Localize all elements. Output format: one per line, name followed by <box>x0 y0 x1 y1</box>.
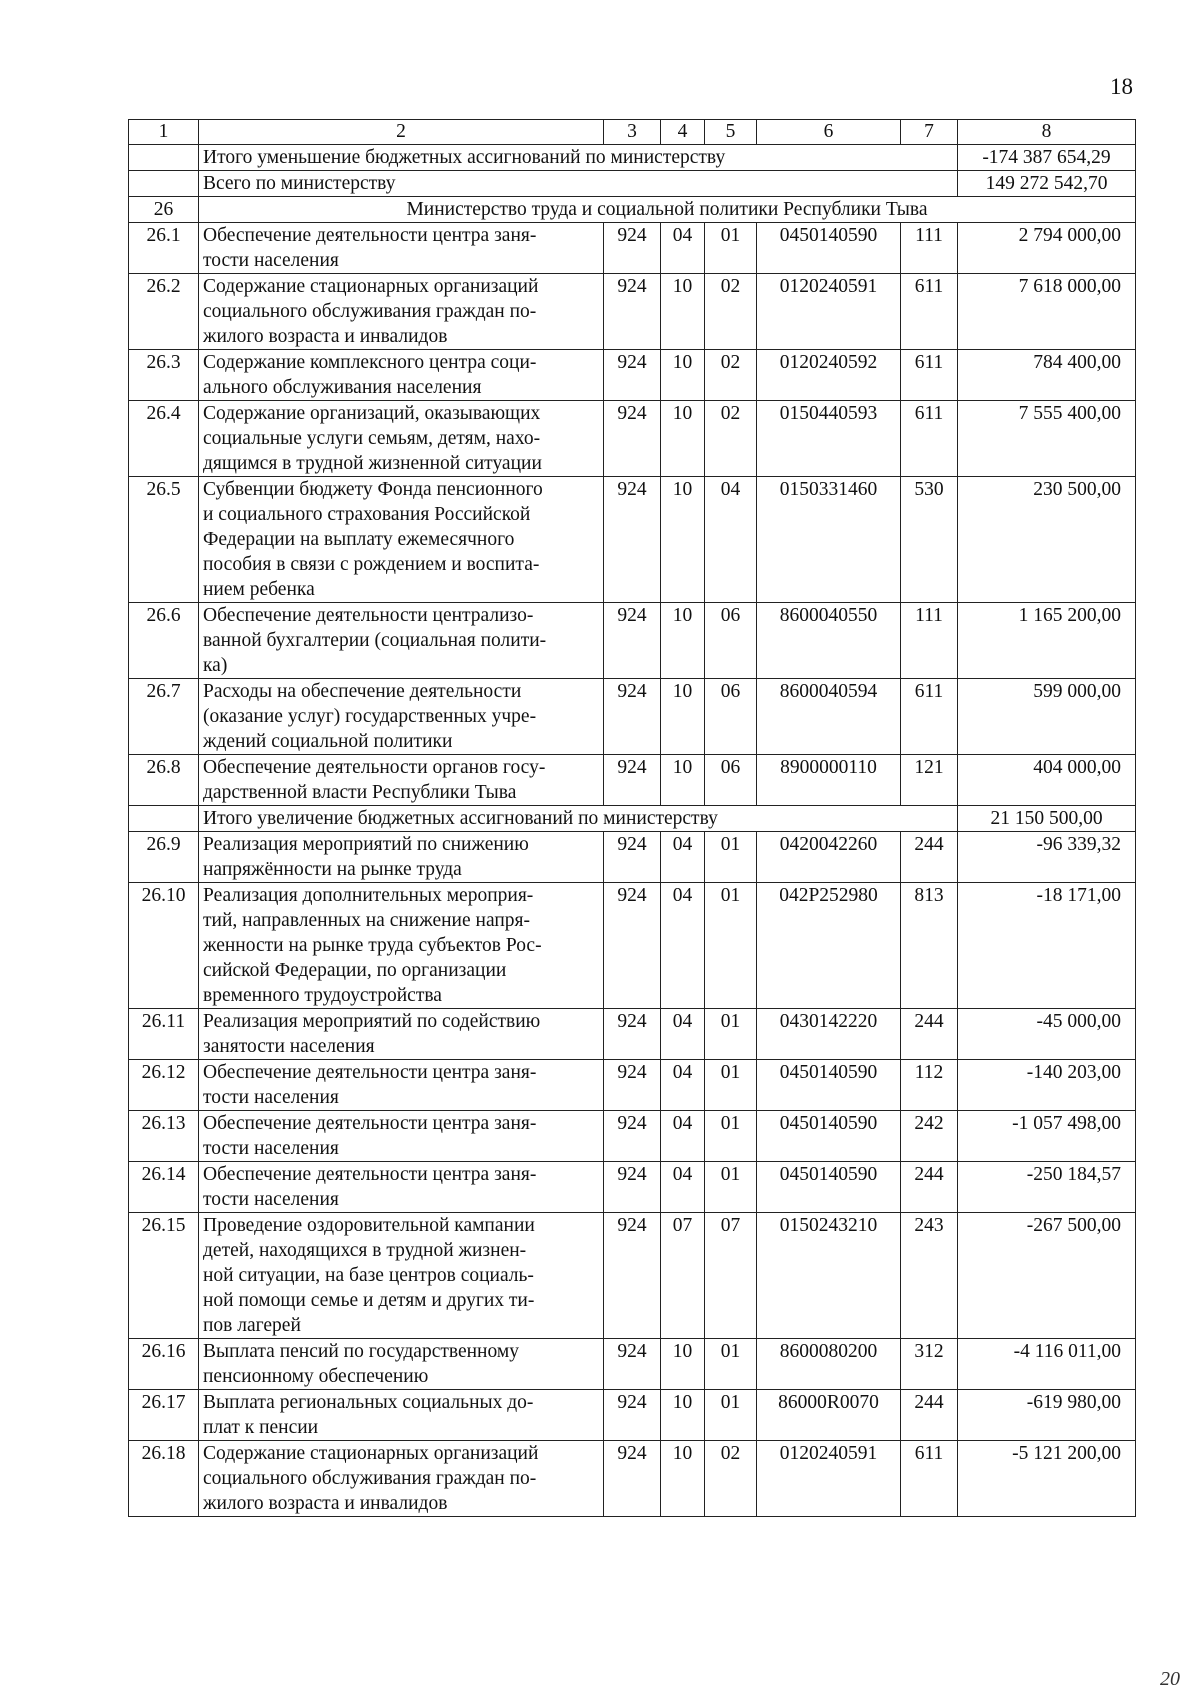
summary-decrease-prev-row <box>129 145 1136 171</box>
row-ministry-code: 924 <box>604 401 661 477</box>
row-expense-type: 611 <box>901 274 958 350</box>
row-section-code: 10 <box>661 350 705 401</box>
row-amount: -619 980,00 <box>958 1390 1136 1441</box>
table-row <box>129 223 1136 274</box>
table-row <box>129 832 1136 883</box>
row-subsection-code: 01 <box>705 1339 757 1390</box>
row-amount: 784 400,00 <box>958 350 1136 401</box>
row-expense-type: 111 <box>901 603 958 679</box>
row-subsection-code: 01 <box>705 223 757 274</box>
row-target-code: 0450140590 <box>757 1162 901 1213</box>
row-amount: 2 794 000,00 <box>958 223 1136 274</box>
row-expense-type: 244 <box>901 1390 958 1441</box>
row-subsection-code: 01 <box>705 1009 757 1060</box>
row-subsection-code: 02 <box>705 274 757 350</box>
row-number: 26.9 <box>129 832 199 883</box>
table-row <box>129 1060 1136 1111</box>
row-ministry-code: 924 <box>604 477 661 603</box>
row-description: Обеспечение деятельности центра заня- тости населения <box>199 1060 604 1111</box>
row-section-code: 04 <box>661 883 705 1009</box>
row-amount: -18 171,00 <box>958 883 1136 1009</box>
column-header: 6 <box>757 120 901 145</box>
summary-amount: 21 150 500,00 <box>958 806 1136 832</box>
row-subsection-code: 01 <box>705 1390 757 1441</box>
row-number: 26.7 <box>129 679 199 755</box>
row-expense-type: 244 <box>901 832 958 883</box>
row-subsection-code: 06 <box>705 755 757 806</box>
row-description: Расходы на обеспечение деятельности (оказание услуг) государственных учре- ждений социальной политики <box>199 679 604 755</box>
row-number: 26.14 <box>129 1162 199 1213</box>
table-row <box>129 1009 1136 1060</box>
row-expense-type: 611 <box>901 350 958 401</box>
row-expense-type: 312 <box>901 1339 958 1390</box>
row-description: Проведение оздоровительной кампании детей, находящихся в трудной жизнен- ной ситуации, на базе центров социаль- ной помощи семье и детям и других ти- пов лагерей <box>199 1213 604 1339</box>
row-target-code: 8600080200 <box>757 1339 901 1390</box>
row-section-code: 10 <box>661 603 705 679</box>
column-header: 4 <box>661 120 705 145</box>
table-row <box>129 350 1136 401</box>
row-description: Реализация мероприятий по снижению напряжённости на рынке труда <box>199 832 604 883</box>
row-subsection-code: 01 <box>705 1111 757 1162</box>
row-expense-type: 244 <box>901 1009 958 1060</box>
row-amount: -5 121 200,00 <box>958 1441 1136 1517</box>
row-description: Содержание организаций, оказывающих социальные услуги семьям, детям, нахо- дящимся в трудной жизненной ситуации <box>199 401 604 477</box>
summary-increase-row <box>129 806 1136 832</box>
row-expense-type: 611 <box>901 1441 958 1517</box>
row-amount: 7 555 400,00 <box>958 401 1136 477</box>
table-header-row <box>129 120 1136 145</box>
row-ministry-code: 924 <box>604 350 661 401</box>
column-header: 1 <box>129 120 199 145</box>
row-ministry-code: 924 <box>604 274 661 350</box>
row-target-code: 0150331460 <box>757 477 901 603</box>
row-ministry-code: 924 <box>604 679 661 755</box>
row-subsection-code: 02 <box>705 401 757 477</box>
row-section-code: 04 <box>661 1060 705 1111</box>
table-row <box>129 1390 1136 1441</box>
row-section-code: 10 <box>661 679 705 755</box>
row-amount: 599 000,00 <box>958 679 1136 755</box>
table-row <box>129 477 1136 603</box>
row-target-code: 0120240591 <box>757 1441 901 1517</box>
row-expense-type: 112 <box>901 1060 958 1111</box>
row-number: 26.3 <box>129 350 199 401</box>
row-expense-type: 530 <box>901 477 958 603</box>
row-ministry-code: 924 <box>604 1441 661 1517</box>
row-amount: 404 000,00 <box>958 755 1136 806</box>
table-row <box>129 883 1136 1009</box>
row-number: 26.17 <box>129 1390 199 1441</box>
row-amount: -267 500,00 <box>958 1213 1136 1339</box>
row-ministry-code: 924 <box>604 1009 661 1060</box>
column-header: 2 <box>199 120 604 145</box>
row-subsection-code: 04 <box>705 477 757 603</box>
page-number: 18 <box>1110 74 1133 99</box>
section-number: 26 <box>129 197 199 223</box>
table-row <box>129 755 1136 806</box>
row-amount: -4 116 011,00 <box>958 1339 1136 1390</box>
row-number: 26.4 <box>129 401 199 477</box>
row-target-code: 86000R0070 <box>757 1390 901 1441</box>
table-row <box>129 1441 1136 1517</box>
row-subsection-code: 06 <box>705 603 757 679</box>
row-target-code: 0450140590 <box>757 1060 901 1111</box>
row-expense-type: 121 <box>901 755 958 806</box>
row-target-code: 0150440593 <box>757 401 901 477</box>
row-section-code: 10 <box>661 1390 705 1441</box>
row-expense-type: 813 <box>901 883 958 1009</box>
row-section-code: 07 <box>661 1213 705 1339</box>
row-target-code: 0120240592 <box>757 350 901 401</box>
row-number: 26.5 <box>129 477 199 603</box>
total-label: Всего по министерству <box>199 171 958 197</box>
row-ministry-code: 924 <box>604 1060 661 1111</box>
row-description: Субвенции бюджету Фонда пенсионного и социального страхования Российской Федерации на выплату ежемесячного пособия в связи с рождением и воспита- нием ребенка <box>199 477 604 603</box>
row-description: Содержание стационарных организаций социального обслуживания граждан по- жилого возраста и инвалидов <box>199 1441 604 1517</box>
table-row <box>129 401 1136 477</box>
column-header: 3 <box>604 120 661 145</box>
row-subsection-code: 06 <box>705 679 757 755</box>
row-target-code: 0150243210 <box>757 1213 901 1339</box>
row-number: 26.12 <box>129 1060 199 1111</box>
row-ministry-code: 924 <box>604 223 661 274</box>
row-ministry-code: 924 <box>604 603 661 679</box>
row-expense-type: 242 <box>901 1111 958 1162</box>
table-row <box>129 274 1136 350</box>
row-section-code: 04 <box>661 1162 705 1213</box>
row-ministry-code: 924 <box>604 883 661 1009</box>
row-target-code: 0120240591 <box>757 274 901 350</box>
total-prev-row <box>129 171 1136 197</box>
row-target-code: 8900000110 <box>757 755 901 806</box>
row-section-code: 10 <box>661 477 705 603</box>
row-section-code: 10 <box>661 401 705 477</box>
row-number: 26.2 <box>129 274 199 350</box>
row-number: 26.11 <box>129 1009 199 1060</box>
row-amount: 230 500,00 <box>958 477 1136 603</box>
summary-label: Итого увеличение бюджетных ассигнований по министерству <box>199 806 958 832</box>
row-expense-type: 243 <box>901 1213 958 1339</box>
summary-amount: -174 387 654,29 <box>958 145 1136 171</box>
row-description: Содержание стационарных организаций социального обслуживания граждан по- жилого возраста и инвалидов <box>199 274 604 350</box>
row-subsection-code: 01 <box>705 832 757 883</box>
row-ministry-code: 924 <box>604 832 661 883</box>
section-title: Министерство труда и социальной политики Республики Тыва <box>199 197 1136 223</box>
section-row <box>129 197 1136 223</box>
row-amount: -96 339,32 <box>958 832 1136 883</box>
row-amount: -45 000,00 <box>958 1009 1136 1060</box>
row-description: Содержание комплексного центра соци- ального обслуживания населения <box>199 350 604 401</box>
budget-table-body <box>129 120 1136 1517</box>
row-target-code: 8600040594 <box>757 679 901 755</box>
row-ministry-code: 924 <box>604 1213 661 1339</box>
row-subsection-code: 01 <box>705 883 757 1009</box>
row-subsection-code: 02 <box>705 1441 757 1517</box>
row-amount: 1 165 200,00 <box>958 603 1136 679</box>
row-description: Реализация мероприятий по содействию занятости населения <box>199 1009 604 1060</box>
row-section-code: 10 <box>661 1339 705 1390</box>
table-row <box>129 1213 1136 1339</box>
row-expense-type: 611 <box>901 679 958 755</box>
row-amount: -250 184,57 <box>958 1162 1136 1213</box>
row-target-code: 0420042260 <box>757 832 901 883</box>
row-number: 26.8 <box>129 755 199 806</box>
row-subsection-code: 07 <box>705 1213 757 1339</box>
table-row <box>129 603 1136 679</box>
row-amount: -140 203,00 <box>958 1060 1136 1111</box>
row-description: Обеспечение деятельности органов госу- дарственной власти Республики Тыва <box>199 755 604 806</box>
row-subsection-code: 01 <box>705 1060 757 1111</box>
table-row <box>129 1339 1136 1390</box>
row-target-code: 042P252980 <box>757 883 901 1009</box>
row-ministry-code: 924 <box>604 1339 661 1390</box>
corner-mark: 20 <box>1160 1668 1180 1690</box>
column-header: 7 <box>901 120 958 145</box>
row-amount: -1 057 498,00 <box>958 1111 1136 1162</box>
row-expense-type: 111 <box>901 223 958 274</box>
table-row <box>129 1111 1136 1162</box>
row-expense-type: 244 <box>901 1162 958 1213</box>
row-number: 26.13 <box>129 1111 199 1162</box>
row-description: Обеспечение деятельности централизо- ванной бухгалтерии (социальная полити- ка) <box>199 603 604 679</box>
total-amount: 149 272 542,70 <box>958 171 1136 197</box>
row-ministry-code: 924 <box>604 1162 661 1213</box>
row-subsection-code: 02 <box>705 350 757 401</box>
row-target-code: 8600040550 <box>757 603 901 679</box>
row-description: Обеспечение деятельности центра заня- тости населения <box>199 1162 604 1213</box>
row-number: 26.1 <box>129 223 199 274</box>
row-section-code: 10 <box>661 274 705 350</box>
row-number: 26.6 <box>129 603 199 679</box>
row-description: Выплата пенсий по государственному пенсионному обеспечению <box>199 1339 604 1390</box>
row-number: 26.16 <box>129 1339 199 1390</box>
row-description: Выплата региональных социальных до- плат к пенсии <box>199 1390 604 1441</box>
row-ministry-code: 924 <box>604 755 661 806</box>
table-row <box>129 1162 1136 1213</box>
row-number: 26.18 <box>129 1441 199 1517</box>
table-row <box>129 679 1136 755</box>
budget-table <box>128 119 1136 1517</box>
row-expense-type: 611 <box>901 401 958 477</box>
row-section-code: 10 <box>661 1441 705 1517</box>
row-target-code: 0450140590 <box>757 223 901 274</box>
row-number: 26.15 <box>129 1213 199 1339</box>
row-section-code: 04 <box>661 832 705 883</box>
row-description: Обеспечение деятельности центра заня- тости населения <box>199 223 604 274</box>
row-section-code: 10 <box>661 755 705 806</box>
row-section-code: 04 <box>661 1009 705 1060</box>
row-subsection-code: 01 <box>705 1162 757 1213</box>
row-ministry-code: 924 <box>604 1390 661 1441</box>
row-number: 26.10 <box>129 883 199 1009</box>
row-target-code: 0430142220 <box>757 1009 901 1060</box>
row-section-code: 04 <box>661 1111 705 1162</box>
summary-label: Итого уменьшение бюджетных ассигнований по министерству <box>199 145 958 171</box>
row-description: Реализация дополнительных мероприя- тий, направленных на снижение напря- женности на рынке труда субъектов Рос- сийской Федерации, по организации временного трудоустройства <box>199 883 604 1009</box>
row-target-code: 0450140590 <box>757 1111 901 1162</box>
column-header: 8 <box>958 120 1136 145</box>
row-amount: 7 618 000,00 <box>958 274 1136 350</box>
row-description: Обеспечение деятельности центра заня- тости населения <box>199 1111 604 1162</box>
row-ministry-code: 924 <box>604 1111 661 1162</box>
column-header: 5 <box>705 120 757 145</box>
row-section-code: 04 <box>661 223 705 274</box>
